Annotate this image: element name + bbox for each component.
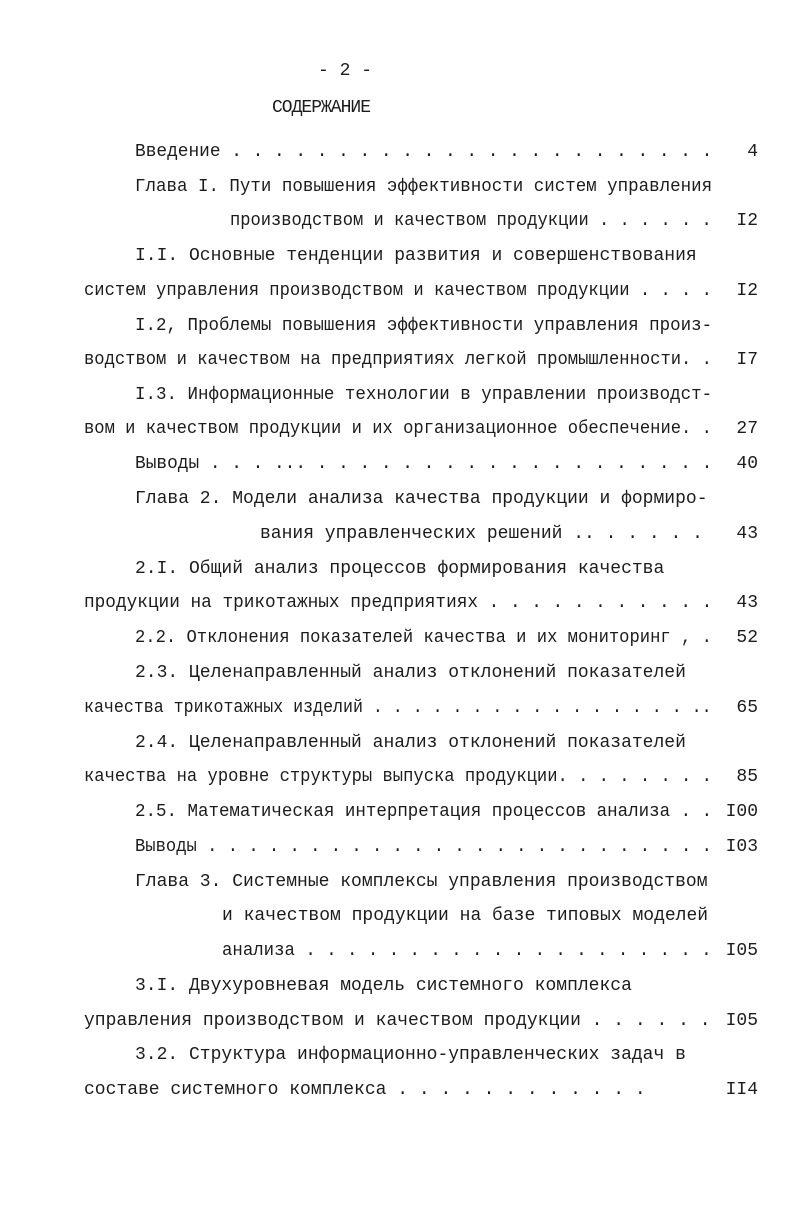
toc-entry-text: и качеством продукции на базе типовых моделей [222, 906, 709, 926]
page-number: - 2 - [318, 61, 373, 81]
toc-entry-page: I00 [725, 802, 758, 822]
toc-entry-text: управления производством и качеством продукции . . . . . . [84, 1011, 711, 1031]
toc-entry-page: I03 [725, 837, 758, 857]
toc-heading: СОДЕРЖАНИЕ [272, 98, 371, 118]
toc-entry-page: 27 [736, 419, 758, 439]
toc-entry-page: II4 [725, 1080, 758, 1100]
toc-entry-text: 3.I. Двухуровневая модель системного комплекса [135, 976, 632, 996]
toc-entry-text: качества трикотажных изделий . . . . . . . . . . . . . . . . .. [84, 698, 712, 718]
toc-entry-text: I.2, Проблемы повышения эффективности управления произ- [135, 316, 713, 336]
toc-entry-text: 2.I. Общий анализ процессов формирования качества [135, 559, 665, 579]
toc-entry-text: вом и качеством продукции и их организационное обеспечение. . [84, 419, 712, 439]
toc-entry-text: 2.3. Целенаправленный анализ отклонений показателей [135, 663, 686, 683]
toc-entry-text: 3.2. Структура информационно-управленческих задач в [135, 1045, 686, 1065]
toc-entry-page: I2 [736, 281, 758, 301]
toc-entry-text: Глава 2. Модели анализа качества продукции и формиро- [135, 489, 708, 509]
toc-entry-text: водством и качеством на предприятиях легкой промышленности. . [84, 350, 712, 370]
toc-entry-text: I.3. Информационные технологии в управлении производст- [135, 385, 713, 405]
toc-entry-text: 2.2. Отклонения показателей качества и их мониторинг , . [135, 628, 712, 648]
toc-entry-page: I2 [736, 211, 758, 231]
toc-entry-text: Введение . . . . . . . . . . . . . . . . . . . . . . . [135, 142, 713, 162]
toc-entry-page: 43 [736, 524, 758, 544]
toc-entry-text: качества на уровне структуры выпуска продукции. . . . . . . . [84, 767, 712, 787]
toc-entry-text: вания управленческих решений .. . . . . . [260, 524, 703, 544]
toc-entry-text: анализа . . . . . . . . . . . . . . . . . . . . [222, 941, 712, 961]
toc-entry-text: I.I. Основные тенденции развития и совершенствования [135, 246, 697, 266]
toc-entry-page: I05 [725, 941, 758, 961]
toc-entry-text: систем управления производством и качеством продукции . . . . [84, 281, 712, 301]
toc-entry-page: 40 [736, 454, 758, 474]
toc-entry-text: Глава I. Пути повышения эффективности систем управления [135, 177, 713, 197]
toc-entry-text: продукции на трикотажных предприятиях . . . . . . . . . . . [84, 593, 713, 613]
toc-entry-page: 43 [736, 593, 758, 613]
toc-entry-text: 2.4. Целенаправленный анализ отклонений показателей [135, 733, 686, 753]
toc-entry-page: I05 [725, 1011, 758, 1031]
toc-entry-text: Выводы . . . ... . . . . . . . . . . . . . . . . . . . [135, 454, 713, 474]
toc-entry-page: 4 [747, 142, 758, 162]
toc-entry-text: 2.5. Математическая интерпретация процессов анализа . . [135, 802, 713, 822]
toc-entry-text: составе системного комплекса . . . . . . . . . . . . [84, 1080, 646, 1100]
toc-entry-text: производством и качеством продукции . . . . . . [230, 211, 712, 231]
toc-entry-page: I7 [736, 350, 758, 370]
toc-entry-page: 65 [736, 698, 758, 718]
toc-entry-page: 85 [736, 767, 758, 787]
toc-entry-text: Глава 3. Системные комплексы управления производством [135, 872, 708, 892]
toc-entry-text: Выводы . . . . . . . . . . . . . . . . . . . . . . . . . [135, 837, 712, 857]
toc-entry-page: 52 [736, 628, 758, 648]
